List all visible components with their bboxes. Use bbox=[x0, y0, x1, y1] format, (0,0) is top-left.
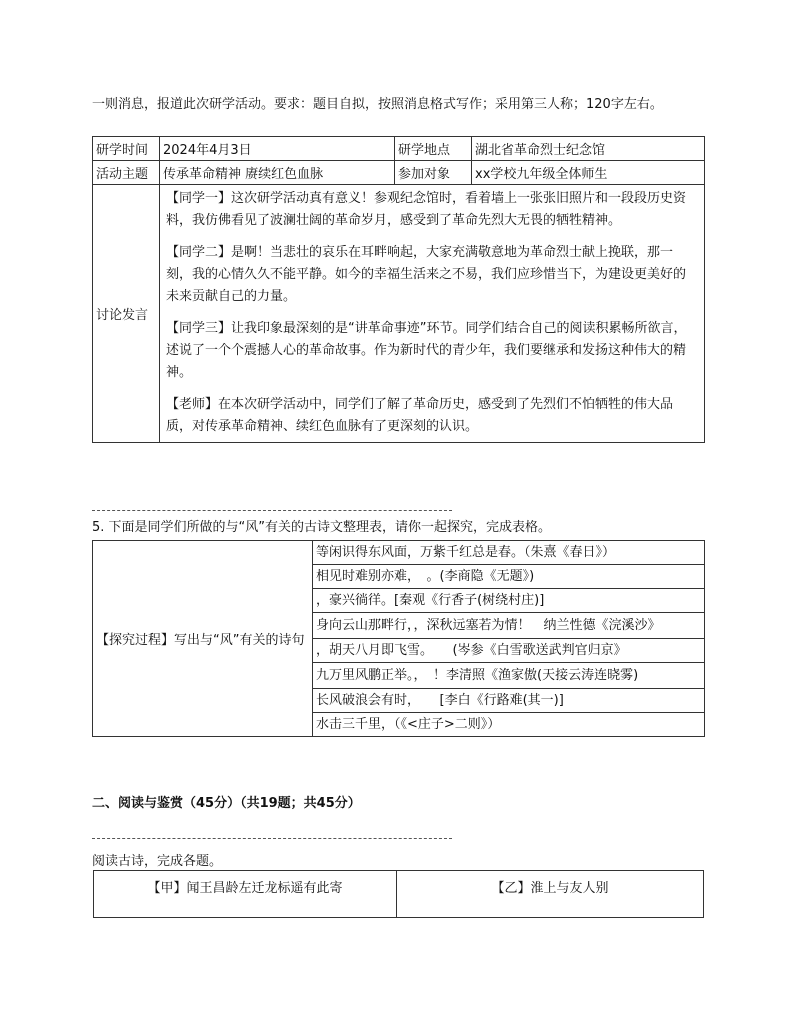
poem-row: 九万里风鹏正举。， ！李清照《渔家傲(天接云涛连晓雾) bbox=[313, 663, 705, 689]
poem-row: 长风破浪会有时， [李白《行路难(其一)] bbox=[313, 689, 705, 713]
label-location: 研学地点 bbox=[395, 137, 472, 161]
speech-student-2: 【同学二】是啊！当悲壮的哀乐在耳畔响起，大家充满敬意地为革命烈士献上挽联，那一刻，我的心情久久不能平静。如今的幸福生活来之不易，我们应珍惜当下，为建设更美好的未来贡献自己的力量。 bbox=[166, 245, 687, 304]
intro-text: 一则消息，报道此次研学活动。要求：题目自拟，按照消息格式写作；采用第三人称；120字左右。 bbox=[92, 97, 663, 112]
poem-row: 水击三千里，（《<庄子>二则》） bbox=[313, 713, 705, 737]
poem-row: 身向云山那畔行，，深秋远塞若为情！ 纳兰性德《浣溪沙》 bbox=[313, 613, 705, 639]
poem-jia-title: 【甲】闻王昌龄左迁龙标遥有此寄 bbox=[94, 871, 397, 918]
poem-row: ，胡天八月即飞雪。 (岑参《白雪歌送武判官归京》 bbox=[313, 639, 705, 663]
poem-row: ，豪兴徜徉。[秦观《行香子(树绕村庄)] bbox=[313, 589, 705, 613]
poem-row: 等闲识得东风面，万紫千红总是春。（朱熹《春日》） bbox=[313, 541, 705, 565]
value-participants: xx学校九年级全体师生 bbox=[472, 161, 705, 185]
poem-yi-title: 【乙】淮上与友人别 bbox=[397, 871, 704, 918]
label-theme: 活动主题 bbox=[93, 161, 160, 185]
label-time: 研学时间 bbox=[93, 137, 160, 161]
poem-table-label: 【探究过程】写出与“风”有关的诗句 bbox=[93, 541, 313, 737]
value-theme: 传承革命精神 赓续红色血脉 bbox=[160, 161, 395, 185]
divider-line bbox=[92, 510, 452, 511]
label-discussion: 讨论发言 bbox=[93, 185, 160, 443]
speech-teacher: 【老师】在本次研学活动中，同学们了解了革命历史，感受到了先烈们不怕牺牲的伟大品质，对传承革命精神、续红色血脉有了更深刻的认识。 bbox=[166, 397, 674, 434]
divider-line bbox=[92, 838, 452, 839]
poem-table bbox=[92, 540, 705, 737]
discussion-cell bbox=[160, 185, 705, 443]
section-2-heading: 二、阅读与鉴赏（45分）（共19题；共45分） bbox=[92, 796, 361, 811]
value-location: 湖北省革命烈士纪念馆 bbox=[472, 137, 705, 161]
label-participants: 参加对象 bbox=[395, 161, 472, 185]
read-instruction: 阅读古诗，完成各题。 bbox=[92, 854, 223, 869]
activity-info-table bbox=[92, 136, 705, 443]
poem-row: 相见时难别亦难， 。(李商隐《无题》) bbox=[313, 565, 705, 589]
poem-header-table bbox=[93, 870, 704, 918]
question-5: 5. 下面是同学们所做的与“风”有关的古诗文整理表，请你一起探究，完成表格。 bbox=[92, 520, 552, 535]
speech-student-3: 【同学三】让我印象最深刻的是“讲革命事迹”环节。同学们结合自己的阅读积累畅所欲言，述说了一个个震撼人心的革命故事。作为新时代的青少年，我们要继承和发扬这种伟大的精神。 bbox=[166, 321, 687, 380]
speech-student-1: 【同学一】这次研学活动真有意义！参观纪念馆时，看着墙上一张张旧照片和一段段历史资料，我仿佛看见了波澜壮阔的革命岁月，感受到了革命先烈大无畏的牺牲精神。 bbox=[166, 191, 687, 228]
value-time: 2024年4月3日 bbox=[160, 137, 395, 161]
